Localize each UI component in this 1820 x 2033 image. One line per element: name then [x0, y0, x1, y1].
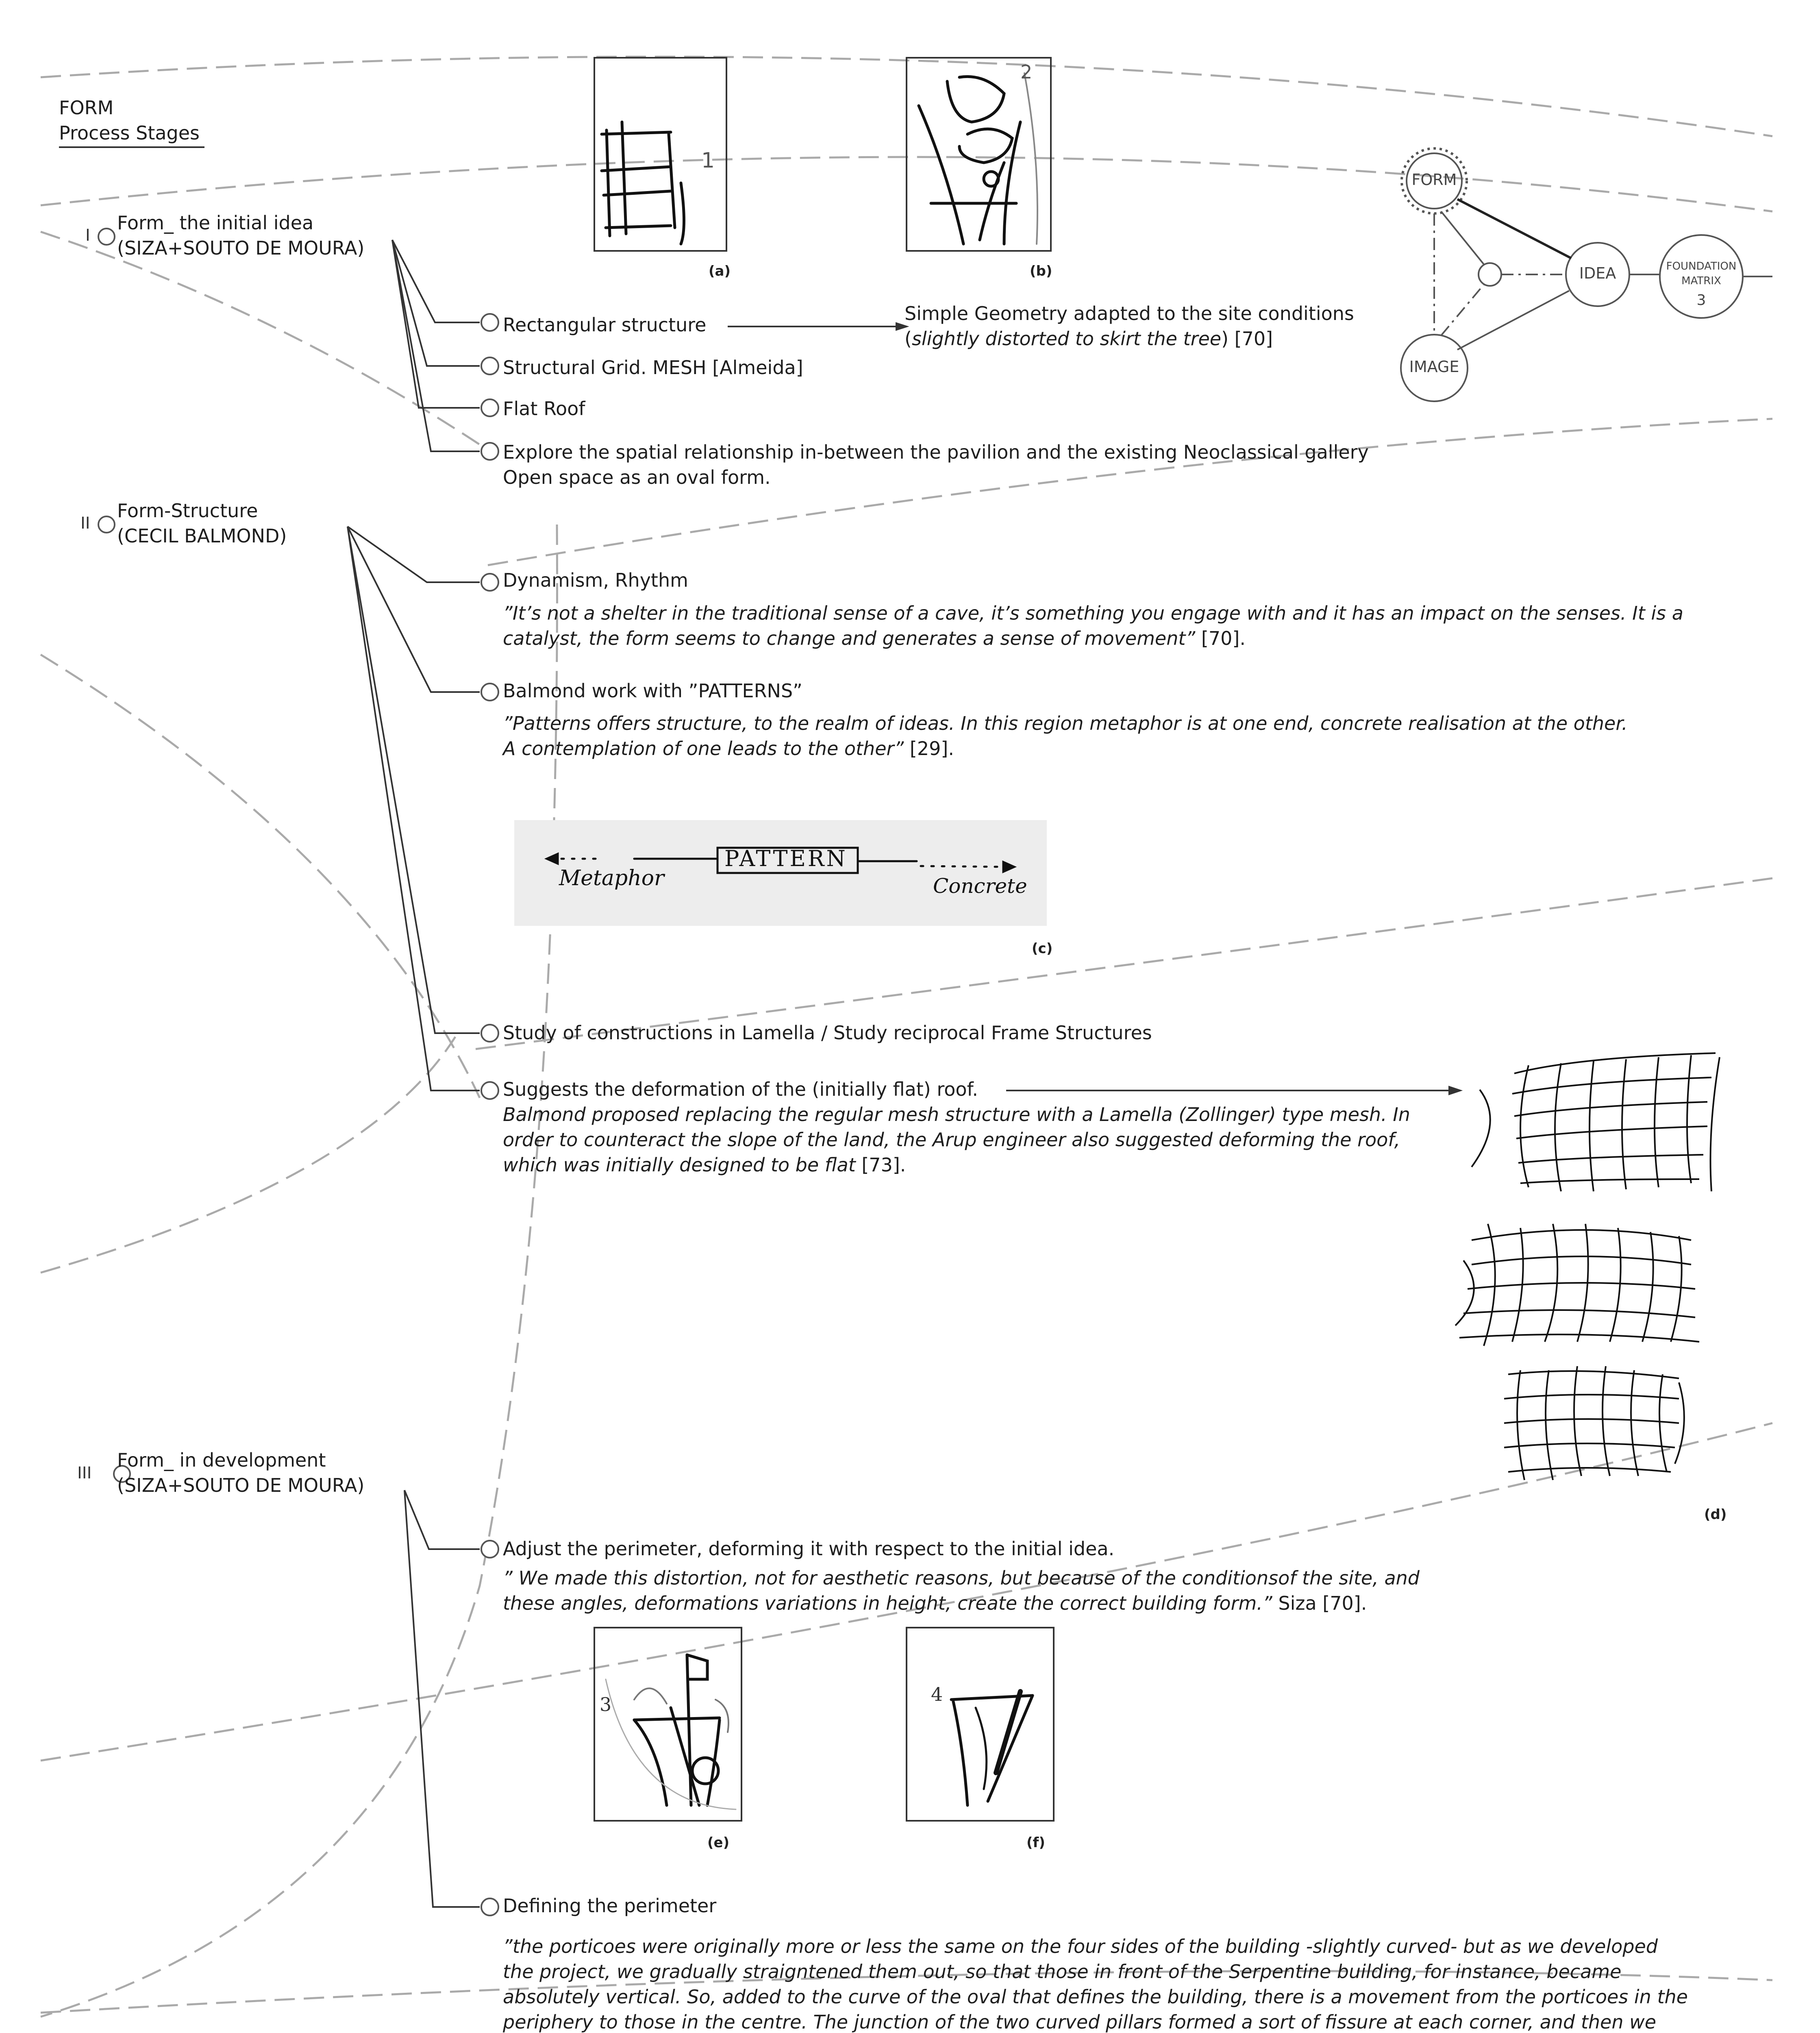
- bullet-circle: [98, 516, 115, 533]
- quote-3-line-2: [503, 1591, 1367, 1616]
- quote-1-line-2: [503, 626, 1246, 651]
- deform-line-1: Balmond proposed replacing the regular mesh structure with a Lamella (Zollinger) type mesh. In: [503, 1104, 1410, 1125]
- sketch-a-drawing: [602, 122, 684, 244]
- caption-c: (c): [1032, 940, 1053, 957]
- deform-ref: [73].: [861, 1154, 906, 1176]
- quote-2-text: A contemplation of one leads to the other”: [503, 738, 904, 760]
- sketch-a-number: 1: [701, 148, 715, 173]
- quote-1-line-1: ”It’s not a shelter in the traditional sense of a cave, it’s something you engage with and it has an impact on the senses. It is a: [503, 602, 1683, 624]
- dashed-arc: [41, 232, 496, 455]
- dashed-arc: [41, 525, 557, 2017]
- matrix-image-label: IMAGE: [1409, 358, 1459, 376]
- item-flat-roof: Flat Roof: [503, 398, 585, 420]
- sketch-b-number: 2: [1020, 61, 1033, 83]
- bullet-circle: [481, 443, 498, 460]
- bullet-circle: [481, 314, 498, 331]
- mesh-sketch-2: [1455, 1224, 1699, 1346]
- deform-line-2: order to counteract the slope of the land, the Arup engineer also suggested deforming the roof,: [503, 1129, 1400, 1151]
- stage-title: Form_ the initial idea: [117, 212, 314, 234]
- deform-line-3: [503, 1152, 906, 1178]
- quote-1-text: catalyst, the form seems to change and generates a sense of movement”: [503, 627, 1196, 649]
- sketch-e-drawing: [606, 1655, 736, 1809]
- stage-roman: III: [77, 1464, 92, 1482]
- quote-1-ref: [70].: [1201, 627, 1246, 649]
- bullet-circle: [481, 1025, 498, 1042]
- quote-4-line-1: ”the porticoes were originally more or less the same on the four sides of the building -slightly curved- but as we developed: [503, 1935, 1658, 1957]
- bullet-circle: [481, 399, 498, 416]
- pattern-label-pattern: PATTERN: [724, 846, 848, 871]
- quote-3-ref: Siza [70].: [1278, 1592, 1367, 1614]
- matrix-form-label: FORM: [1411, 171, 1457, 189]
- item-adjust-perimeter: Adjust the perimeter, deforming it with respect to the initial idea.: [503, 1538, 1115, 1560]
- matrix-number-label: 3: [1696, 292, 1706, 309]
- stage-title: Form-Structure: [117, 500, 258, 522]
- quote-4-line-3: absolutely vertical. So, added to the curve of the oval that defines the building, there is a movement from the porticoes in the: [503, 1986, 1688, 2008]
- sketch-f-frame: [907, 1628, 1054, 1821]
- dashed-arc: [41, 1037, 455, 1273]
- stage-roman: II: [80, 514, 90, 533]
- item-patterns: Balmond work with ”PATTERNS”: [503, 680, 802, 702]
- item-defining-perimeter: Defining the perimeter: [503, 1895, 717, 1917]
- matrix-idea-label: IDEA: [1579, 264, 1616, 282]
- stage-author: (SIZA+SOUTO DE MOURA): [117, 237, 365, 259]
- bullet-circle: [481, 574, 498, 591]
- item-dynamism: Dynamism, Rhythm: [503, 569, 688, 591]
- simple-geometry-note: Simple Geometry adapted to the site conditions: [905, 303, 1354, 324]
- bullet-circle: [481, 1541, 498, 1558]
- stage-title: Form_ in development: [117, 1449, 326, 1471]
- item-lamella: Study of constructions in Lamella / Study reciprocal Frame Structures: [503, 1022, 1152, 1044]
- item-deformation: Suggests the deformation of the (initially flat) roof.: [503, 1078, 978, 1100]
- sketch-f-drawing: [951, 1691, 1033, 1805]
- mesh-sketch-1: [1472, 1053, 1720, 1191]
- caption-e: (e): [707, 1835, 730, 1851]
- pattern-label-concrete: Concrete: [933, 874, 1027, 898]
- distorted-open: (: [905, 328, 912, 350]
- stage-roman: I: [85, 226, 90, 245]
- quote-4-line-2: the project, we gradually straigntened them out, so that those in front of the Serpentine building, for instance, became: [503, 1961, 1622, 1983]
- quote-4-line-4: periphery to those in the centre. The junction of the two curved pillars formed a sort of fissure at each corner, and then we: [503, 2011, 1657, 2033]
- item-rectangular-structure: Rectangular structure: [503, 314, 707, 336]
- sketch-e-number: 3: [600, 1693, 612, 1715]
- pattern-label-metaphor: Metaphor: [559, 866, 664, 890]
- item-structural-grid: Structural Grid. MESH [Almeida]: [503, 357, 803, 379]
- deform-text: which was initially designed to be flat: [503, 1154, 856, 1176]
- sketch-b-frame: [907, 58, 1051, 251]
- bullet-circle: [481, 1898, 498, 1915]
- distorted-note: [905, 326, 1273, 351]
- mesh-sketch-3: [1504, 1366, 1684, 1480]
- bullet-circle: [481, 1082, 498, 1099]
- stage-author: (CECIL BALMOND): [117, 525, 287, 547]
- caption-d: (d): [1704, 1506, 1727, 1523]
- header-form: FORM: [59, 97, 114, 119]
- bullet-circle: [481, 683, 498, 701]
- bullet-circle: [98, 229, 115, 245]
- quote-2-ref: [29].: [909, 738, 954, 760]
- distorted-text: slightly distorted to skirt the tree: [911, 328, 1222, 350]
- caption-f: (f): [1026, 1835, 1045, 1851]
- caption-a: (a): [709, 263, 731, 279]
- quote-3-line-1: ” We made this distortion, not for aesthetic reasons, but because of the conditionsof the site, and: [503, 1567, 1420, 1589]
- distorted-ref: ) [70]: [1221, 328, 1273, 350]
- quote-3-text: these angles, deformations variations in height, create the correct building form.”: [503, 1592, 1272, 1614]
- stage-author: (SIZA+SOUTO DE MOURA): [117, 1474, 365, 1496]
- header-process-stages: Process Stages: [59, 122, 200, 144]
- item-oval: Open space as an oval form.: [503, 466, 771, 488]
- caption-b: (b): [1030, 263, 1052, 279]
- item-explore: Explore the spatial relationship in-between the pavilion and the existing Neoclassical gallery: [503, 441, 1369, 463]
- dashed-arc: [41, 655, 480, 1098]
- quote-2-line-2: [503, 736, 954, 761]
- matrix-matrix-label: MATRIX: [1681, 275, 1721, 287]
- sketch-f-number: 4: [931, 1683, 943, 1705]
- bullet-circle: [481, 357, 498, 374]
- quote-2-line-1: ”Patterns offers structure, to the realm of ideas. In this region metaphor is at one end, concrete realisation at the other.: [503, 712, 1628, 734]
- matrix-foundation-label: FOUNDATION: [1666, 260, 1737, 272]
